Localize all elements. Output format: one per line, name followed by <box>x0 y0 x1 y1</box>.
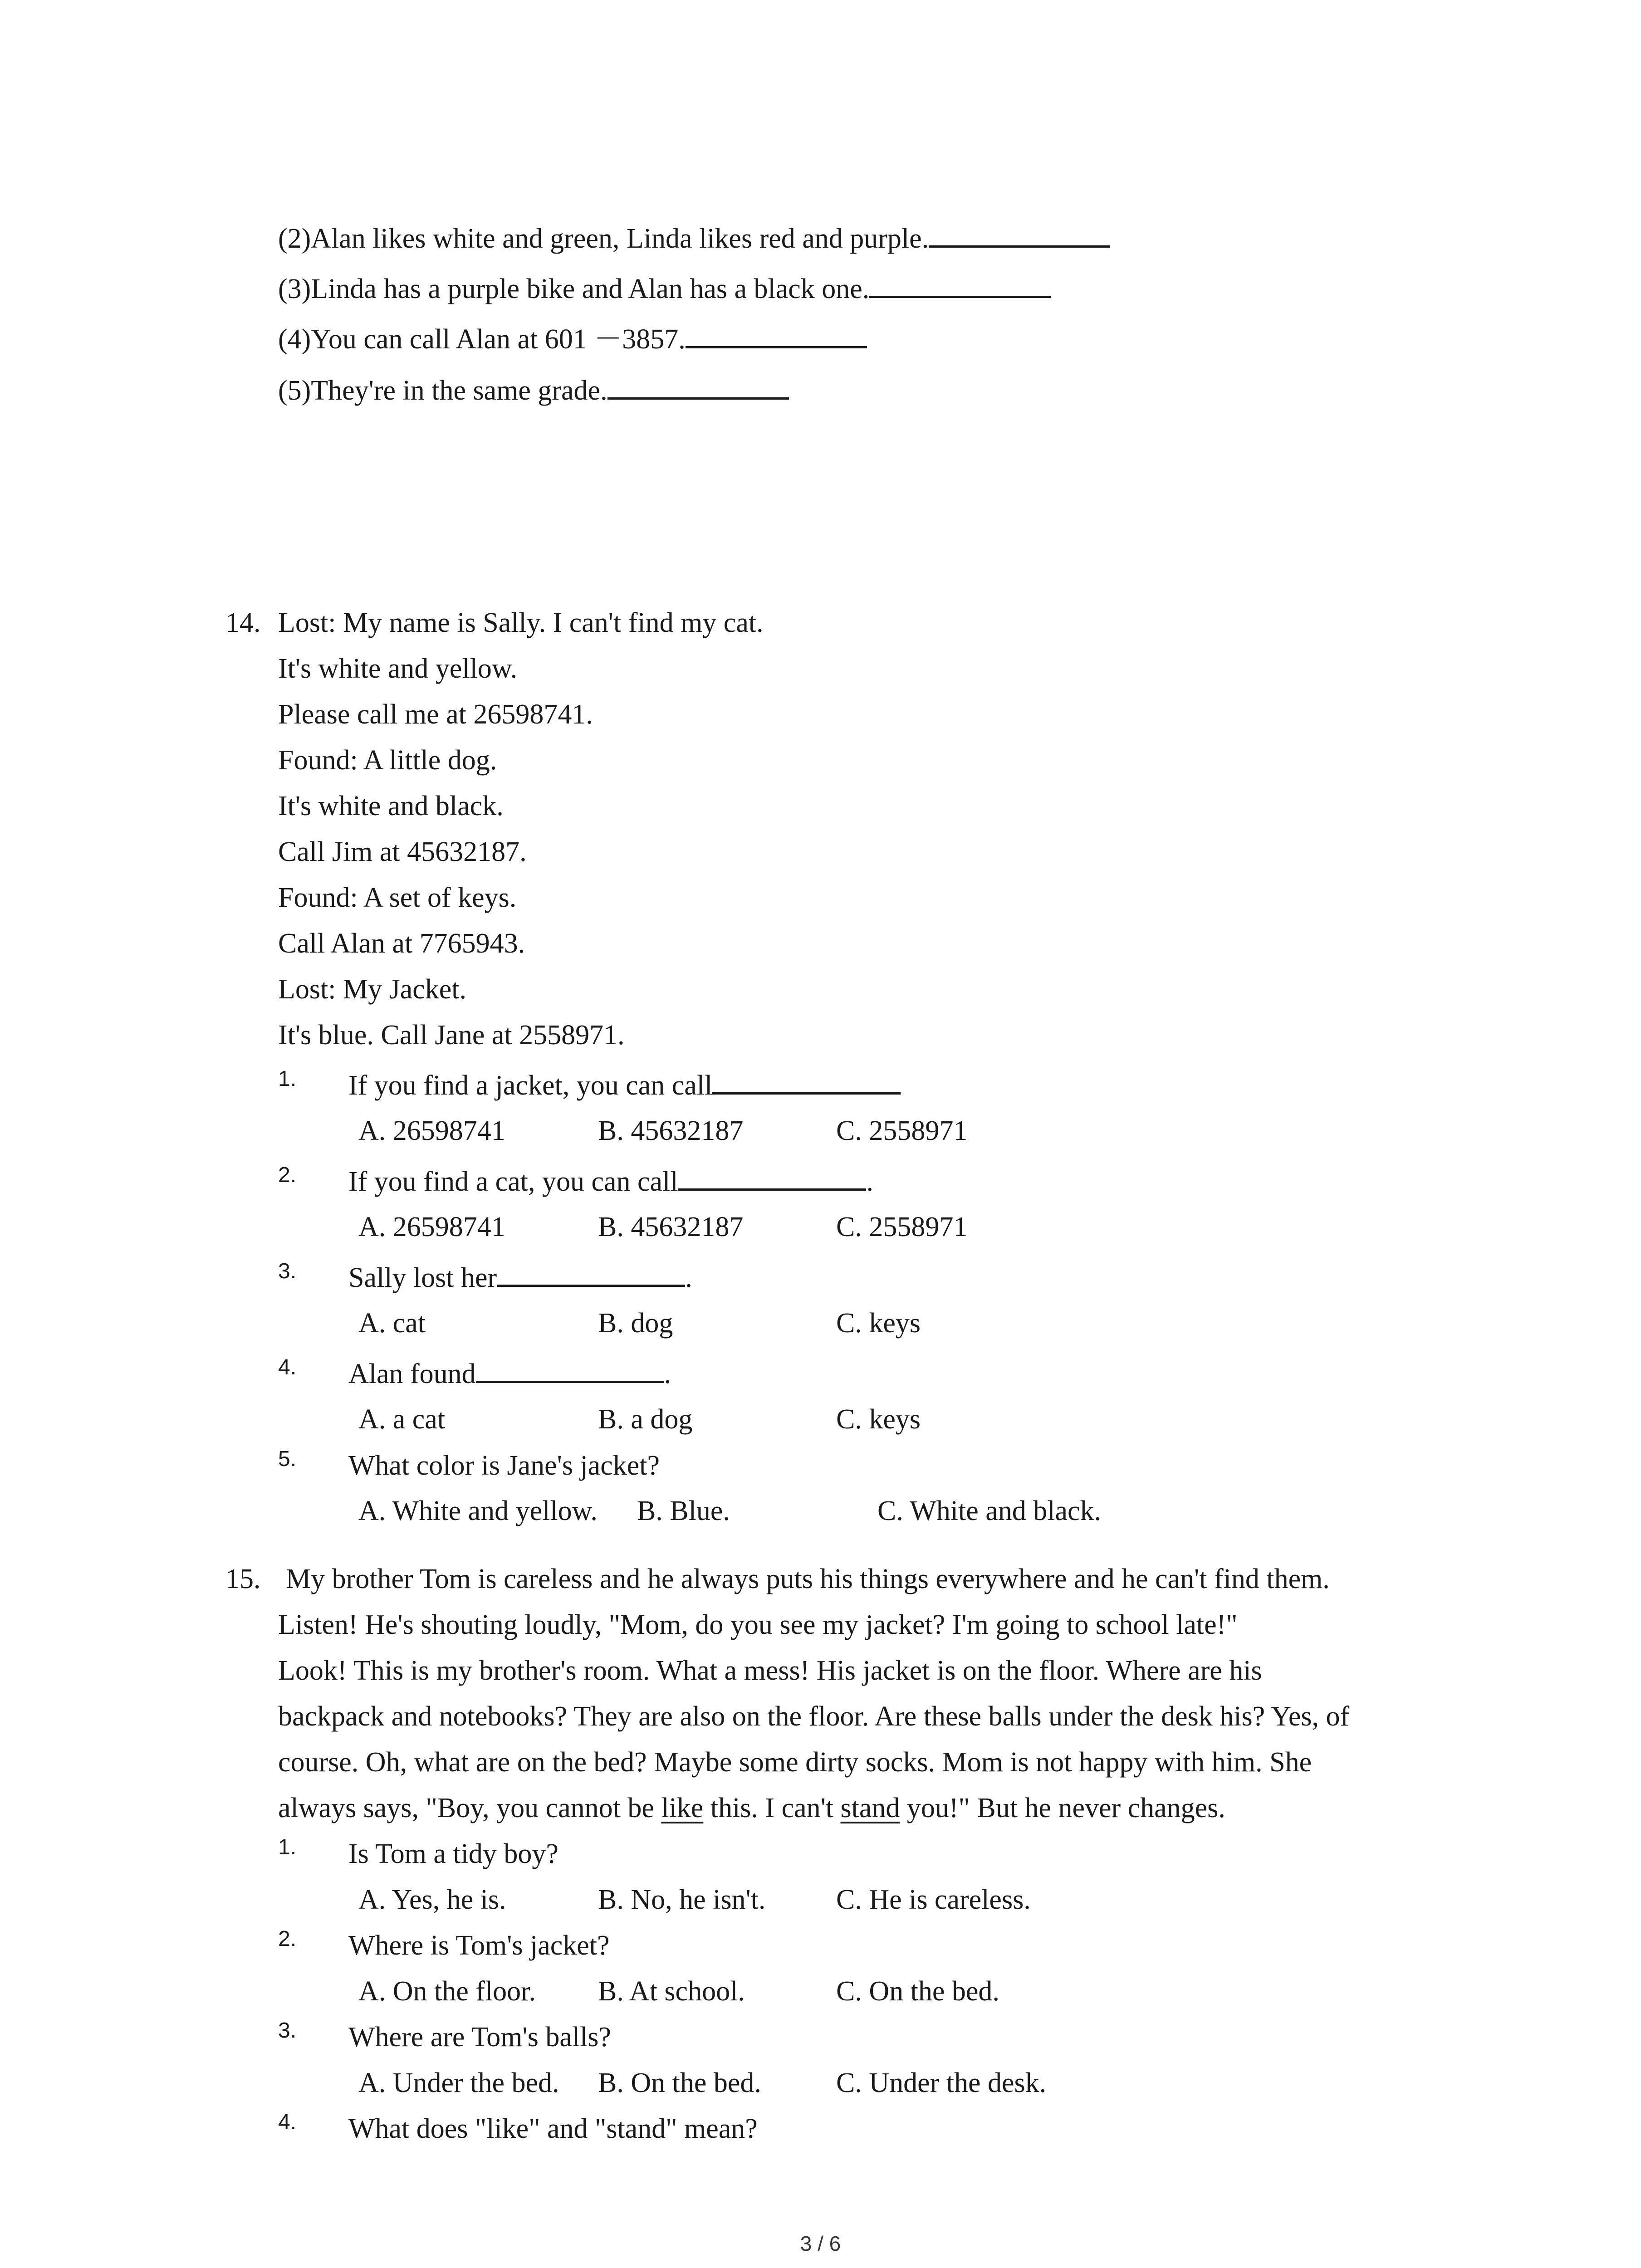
answer-blank[interactable] <box>476 1375 664 1383</box>
sub-question-number: 2. <box>278 1927 297 1951</box>
passage-line: course. Oh, what are on the bed? Maybe some dirty socks. Mom is not happy with him. She <box>278 1747 1312 1778</box>
passage-line: Call Alan at 7765943. <box>278 928 525 959</box>
passage-line: Found: A little dog. <box>278 745 497 776</box>
top-item-text: (4)You can call Alan at 601 －3857. <box>278 324 686 355</box>
sub-question-text <box>348 1168 873 1196</box>
option-c[interactable]: C. White and black. <box>877 1496 1102 1526</box>
answer-blank[interactable] <box>678 1183 866 1191</box>
passage-line: It's blue. Call Jane at 2558971. <box>278 1020 625 1051</box>
underlined-word: like <box>661 1793 704 1823</box>
sub-question-number: 1. <box>278 1835 297 1859</box>
option-c[interactable]: C. 2558971 <box>836 1115 968 1146</box>
option-a[interactable]: A. White and yellow. <box>358 1496 598 1526</box>
question-number: 14. <box>225 607 261 638</box>
answer-blank[interactable] <box>712 1087 901 1095</box>
option-a[interactable]: A. cat <box>358 1308 426 1339</box>
sub-question-number: 2. <box>278 1163 297 1187</box>
passage-line: Lost: My name is Sally. I can't find my cat. <box>278 607 764 638</box>
option-b[interactable]: B. dog <box>598 1308 673 1339</box>
sub-question-text: Where is Tom's jacket? <box>348 1930 610 1961</box>
sub-question-number: 4. <box>278 1355 297 1379</box>
option-a[interactable]: A. a cat <box>358 1404 446 1435</box>
passage-line: It's white and black. <box>278 791 504 821</box>
sub-question-text <box>348 1360 671 1388</box>
answer-blank[interactable] <box>686 341 867 348</box>
top-item-4 <box>278 325 867 353</box>
top-item-text: (3)Linda has a purple bike and Alan has a black one. <box>278 274 870 304</box>
top-item-text: (5)They're in the same grade. <box>278 375 607 406</box>
option-a[interactable]: A. 26598741 <box>358 1212 505 1242</box>
sub-question-stem: If you find a cat, you can call <box>348 1166 678 1197</box>
top-item-text: (2)Alan likes white and green, Linda likes red and purple. <box>278 223 929 254</box>
option-a[interactable]: A. Under the bed. <box>358 2068 559 2098</box>
answer-blank[interactable] <box>929 240 1110 248</box>
passage-segment: you!" But he never changes. <box>900 1793 1225 1823</box>
page-number: 3 / 6 <box>800 2232 841 2255</box>
option-a[interactable]: A. 26598741 <box>358 1115 505 1146</box>
answer-blank[interactable] <box>497 1279 685 1287</box>
top-item-5 <box>278 376 789 405</box>
passage-line: It's white and yellow. <box>278 653 518 684</box>
option-c[interactable]: C. 2558971 <box>836 1212 968 1242</box>
sub-question-stem: If you find a jacket, you can call <box>348 1070 713 1101</box>
option-c[interactable]: C. On the bed. <box>836 1976 999 2007</box>
sub-question-number: 4. <box>278 2110 297 2134</box>
passage-line: Listen! He's shouting loudly, "Mom, do you see my jacket? I'm going to school late!" <box>278 1609 1238 1640</box>
sub-question-stem: Alan found <box>348 1359 476 1389</box>
underlined-word: stand <box>840 1793 900 1823</box>
option-b[interactable]: B. Blue. <box>637 1496 730 1526</box>
passage-segment: always says, "Boy, you cannot be <box>278 1793 661 1823</box>
option-b[interactable]: B. At school. <box>598 1976 745 2007</box>
option-b[interactable]: B. No, he isn't. <box>598 1884 766 1915</box>
passage-line: Please call me at 26598741. <box>278 699 593 730</box>
sub-question-number: 5. <box>278 1447 297 1471</box>
top-item-2 <box>278 225 1110 253</box>
sub-question-end: . <box>664 1359 671 1389</box>
option-b[interactable]: B. a dog <box>598 1404 693 1435</box>
option-b[interactable]: B. 45632187 <box>598 1212 744 1242</box>
sub-question-text: Is Tom a tidy boy? <box>348 1838 558 1869</box>
option-a[interactable]: A. On the floor. <box>358 1976 536 2007</box>
option-c[interactable]: C. keys <box>836 1404 921 1435</box>
passage-line: Look! This is my brother's room. What a mess! His jacket is on the floor. Where are his <box>278 1655 1262 1686</box>
passage-line: Lost: My Jacket. <box>278 974 466 1005</box>
sub-question-text: What color is Jane's jacket? <box>348 1450 660 1481</box>
passage-line: My brother Tom is careless and he always puts his things everywhere and he can't find them. <box>286 1564 1330 1594</box>
answer-blank[interactable] <box>607 392 789 400</box>
answer-blank[interactable] <box>869 290 1051 298</box>
question-number: 15. <box>225 1564 261 1594</box>
sub-question-end: . <box>685 1262 692 1293</box>
sub-question-text: Where are Tom's balls? <box>348 2022 611 2053</box>
option-b[interactable]: B. 45632187 <box>598 1115 744 1146</box>
sub-question-text <box>348 1071 901 1100</box>
option-c[interactable]: C. Under the desk. <box>836 2068 1047 2098</box>
sub-question-text: What does "like" and "stand" mean? <box>348 2113 758 2144</box>
option-a[interactable]: A. Yes, he is. <box>358 1884 506 1915</box>
passage-segment: this. I can't <box>703 1793 841 1823</box>
passage-line: Call Jim at 45632187. <box>278 836 527 867</box>
sub-question-number: 3. <box>278 1259 297 1283</box>
sub-question-stem: Sally lost her <box>348 1262 497 1293</box>
option-b[interactable]: B. On the bed. <box>598 2068 761 2098</box>
sub-question-text <box>348 1264 692 1292</box>
passage-line: Found: A set of keys. <box>278 882 517 913</box>
option-c[interactable]: C. He is careless. <box>836 1884 1031 1915</box>
passage-line <box>278 1794 1225 1822</box>
sub-question-end: . <box>866 1166 873 1197</box>
sub-question-number: 1. <box>278 1067 297 1091</box>
top-item-3 <box>278 275 1051 303</box>
sub-question-number: 3. <box>278 2019 297 2043</box>
passage-line: backpack and notebooks? They are also on the floor. Are these balls under the desk his? Yes, of <box>278 1701 1350 1732</box>
option-c[interactable]: C. keys <box>836 1308 921 1339</box>
